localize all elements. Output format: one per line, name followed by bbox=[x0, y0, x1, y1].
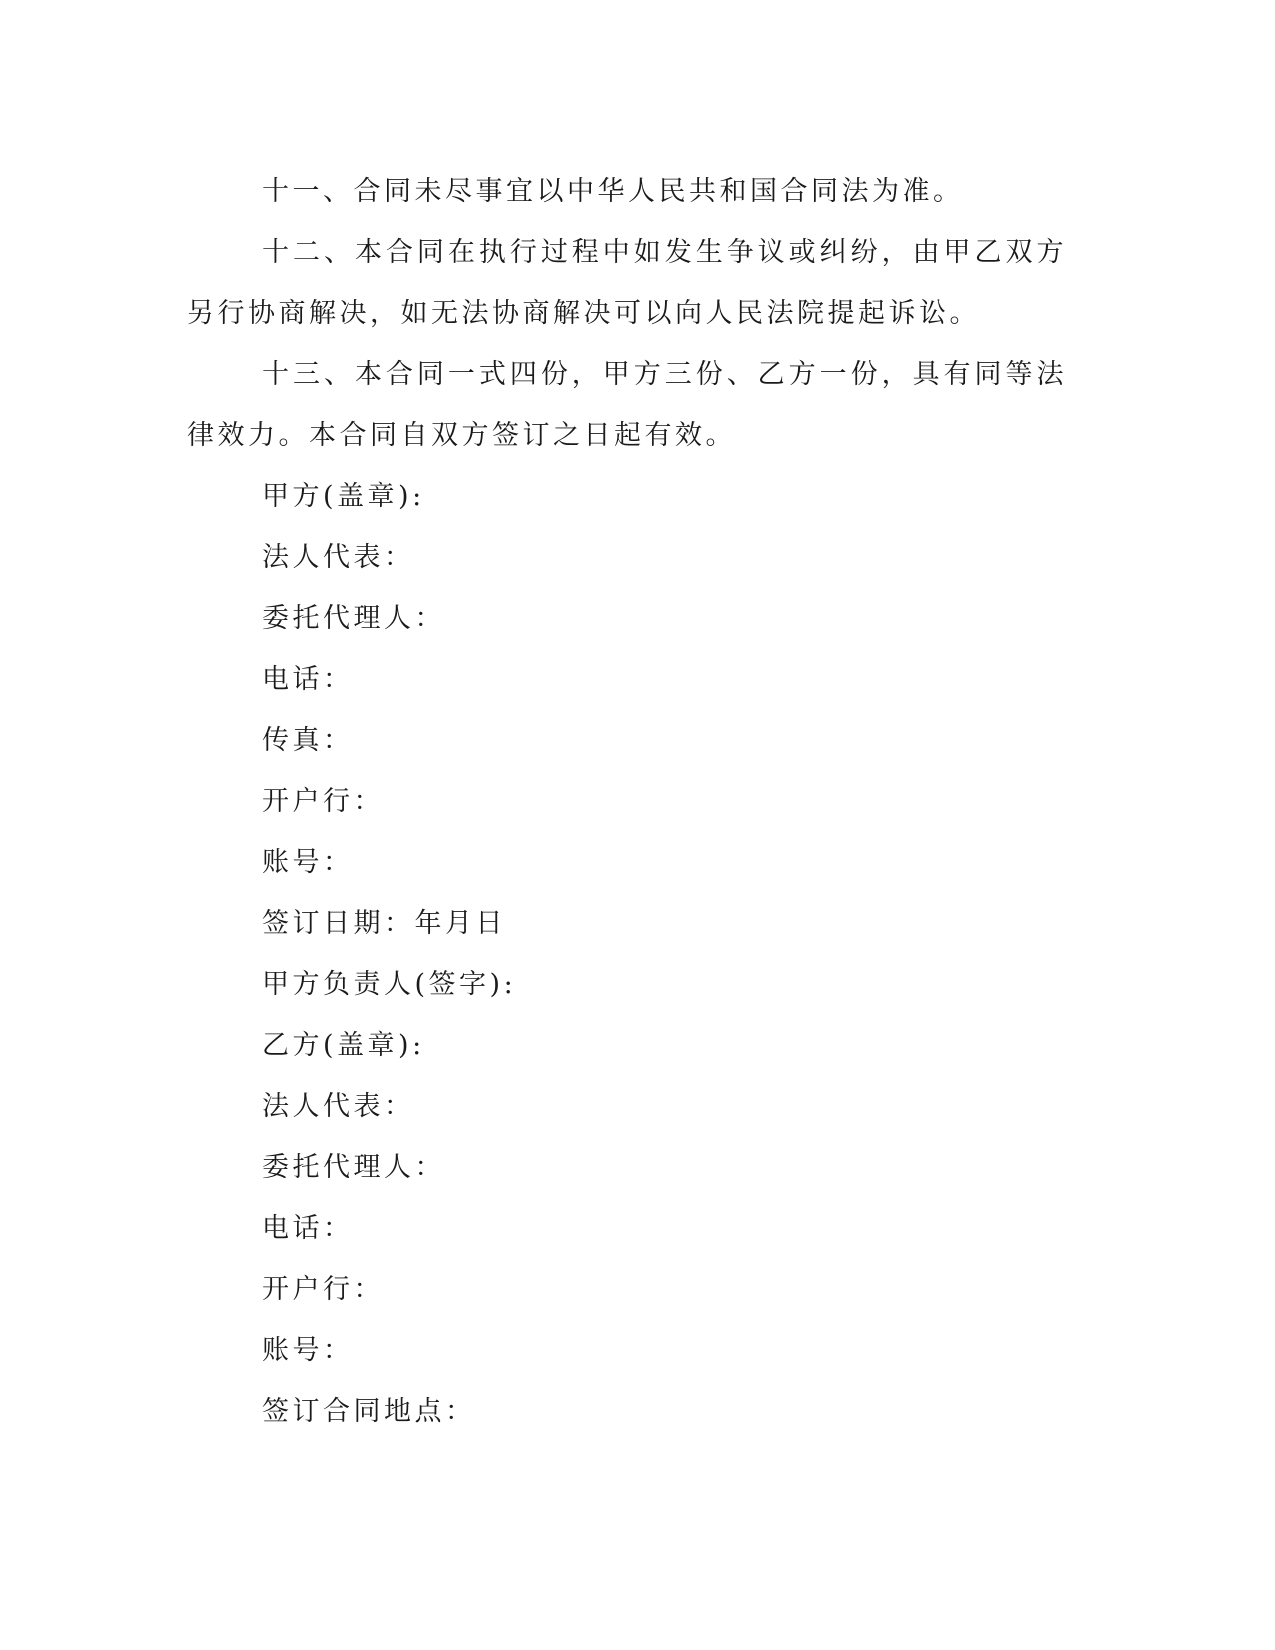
clause-13: 十三、本合同一式四份，甲方三份、乙方一份，具有同等法律效力。本合同自双方签订之日起有效。 bbox=[187, 359, 1067, 451]
contract-body bbox=[187, 161, 1067, 1442]
party-a-sign-date: 签订日期：年月日 bbox=[262, 908, 506, 939]
party-b-seal: 乙方(盖章): bbox=[262, 1030, 425, 1061]
party-b-bank: 开户行： bbox=[262, 1274, 384, 1305]
party-b-account: 账号： bbox=[262, 1335, 354, 1366]
party-b-legal-rep: 法人代表： bbox=[262, 1091, 415, 1122]
party-a-seal: 甲方(盖章): bbox=[262, 481, 425, 512]
party-a-account: 账号： bbox=[262, 847, 354, 878]
clause-11: 十一、合同未尽事宜以中华人民共和国合同法为准。 bbox=[262, 176, 964, 207]
party-b-phone: 电话： bbox=[262, 1213, 354, 1244]
party-a-bank: 开户行： bbox=[262, 786, 384, 817]
party-a-fax: 传真： bbox=[262, 725, 354, 756]
party-a-phone: 电话： bbox=[262, 664, 354, 695]
party-b-agent: 委托代理人： bbox=[262, 1152, 445, 1183]
party-a-agent: 委托代理人： bbox=[262, 603, 445, 634]
party-a-responsible: 甲方负责人(签字): bbox=[262, 969, 517, 1000]
party-a-legal-rep: 法人代表： bbox=[262, 542, 415, 573]
party-b-sign-place: 签订合同地点： bbox=[262, 1396, 476, 1427]
clause-12: 十二、本合同在执行过程中如发生争议或纠纷，由甲乙双方另行协商解决，如无法协商解决可以向人民法院提起诉讼。 bbox=[187, 237, 1067, 329]
